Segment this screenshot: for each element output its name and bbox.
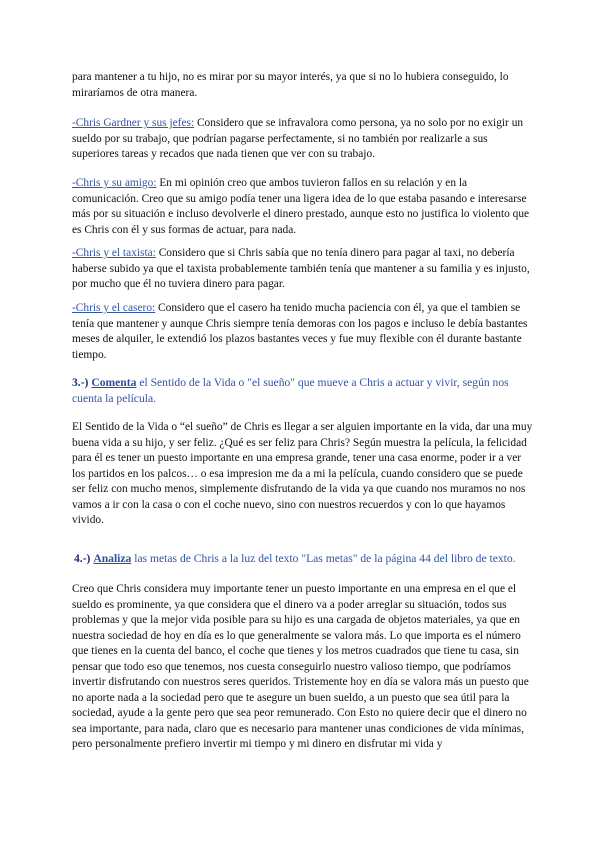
answer-3 xyxy=(72,420,534,529)
question-3-heading xyxy=(72,375,534,406)
question-4-heading xyxy=(74,551,536,567)
topic-label: -Chris y su amigo: xyxy=(72,177,157,189)
question-text: las metas de Chris a la luz del texto "Las metas" de la página 44 del libro de texto. xyxy=(131,552,516,565)
paragraph-amigo xyxy=(72,176,534,238)
topic-label: -Chris y el taxista: xyxy=(72,247,156,259)
paragraph-text xyxy=(72,116,534,163)
question-heading xyxy=(74,551,536,567)
question-keyword: Comenta xyxy=(91,376,137,389)
topic-text: Considero que si Chris sabía que no tenía dinero para pagar al taxi, no debería haberse subido ya que el taxista probablemente también tenía que mantener a su familia y es injusto, por mucho que él no tuviera dinero para pagar. xyxy=(72,247,530,290)
paragraph-1 xyxy=(72,70,534,101)
question-heading xyxy=(72,375,534,406)
topic-text: En mi opinión creo que ambos tuvieron fallos en su relación y en la comunicación. Creo que su amigo podía tener una ligera idea de lo que estaba pasando e interesarse más por su situación e incluso devolverle el dinero prestado, aunque esto no justifica lo violento que es Chris con él y sus formas de actuar, para nada. xyxy=(72,177,530,236)
question-keyword: Analiza xyxy=(93,552,132,565)
topic-text: Considero que el casero ha tenido mucha paciencia con él, ya que el tambien se tenía que mantener y aunque Chris siempre tenía demoras con los pagos e incluso le debía bastantes meses de alquiler, le extendió los plazos bastantes veces y fue muy flexible con él durante bastante tiempo. xyxy=(72,302,528,361)
paragraph-text: El Sentido de la Vida o “el sueño” de Chris es llegar a ser alguien importante en la vida, dar una muy buena vida a su hijo, y ser feliz. ¿Qué es ser feliz para Chris? Según muestra la película, la felicidad para él es tener un puesto importante en una empresa grande, tener una casa enorme, poder ir a ver los partidos en los palcos… o esa impresion me da a mi la película, cuando considero que se puede ser feliz con mucho menos, simplemente disfrutando de la vida ya que cuando nos muramos no nos vamos a ir con la casa o con el coche nuevo, sino con nuestros recuerdos y con lo que hayamos vivido. xyxy=(72,421,533,526)
question-text: el Sentido de la Vida o "el sueño" que mueve a Chris a actuar y vivir, según nos cuenta la película. xyxy=(72,376,509,405)
paragraph-text xyxy=(72,176,534,238)
paragraph-jefes xyxy=(72,116,534,163)
paragraph-text xyxy=(72,301,534,363)
topic-text: Considero que se infravalora como persona, ya no solo por no exigir un sueldo por su trabajo, que podrían pagarse perfectamente, si no también por realizarle a sus superiores tareas y recados que nada tienen que ver con su trabajo. xyxy=(72,117,524,160)
paragraph-taxista xyxy=(72,246,534,293)
paragraph-text xyxy=(72,246,534,293)
paragraph-casero xyxy=(72,301,534,363)
answer-4 xyxy=(72,582,534,753)
question-number: 4.-) xyxy=(74,552,91,565)
topic-label: -Chris Gardner y sus jefes: xyxy=(72,117,195,129)
question-number: 3.-) xyxy=(72,376,89,389)
paragraph-text: para mantener a tu hijo, no es mirar por su mayor interés, ya que si no lo hubiera conseguido, lo miraríamos de otra manera. xyxy=(72,71,509,99)
paragraph-text: Creo que Chris considera muy importante tener un puesto importante en una empresa en el que el sueldo es prominente, ya que considera que el dinero va a poder arreglar su situación, todos sus problemas y que la mejor vida posible para su hijo es una cargada de objetos materiales, ya que en nuestra sociedad de hoy en día es lo que generalmente se valora más. Lo que importa es el número que tienes en la cuenta del banco, el coche que tienes y los metros cuadrados que tiene tu casa, sin pensar que todo eso que tenemos, nos cuesta conseguirlo nuestro valioso tiempo, que podríamos invertir disfrutando con nuestros seres queridos. Tristemente hoy en día se valora más un puesto que no aporte nada a la sociedad pero que te asegure un buen sueldo, a un puesto que sea útil para la sociedad, ayude a la gente pero que sea peor remunerado. Con Esto no quiere decir que el dinero no sea importante, para nada, claro que es necesario para mantener unas condiciones de vida mínimas, pero personalmente prefiero invertir mi tiempo y mi dinero en disfrutar mi vida y xyxy=(72,583,529,750)
topic-label: -Chris y el casero: xyxy=(72,302,156,314)
